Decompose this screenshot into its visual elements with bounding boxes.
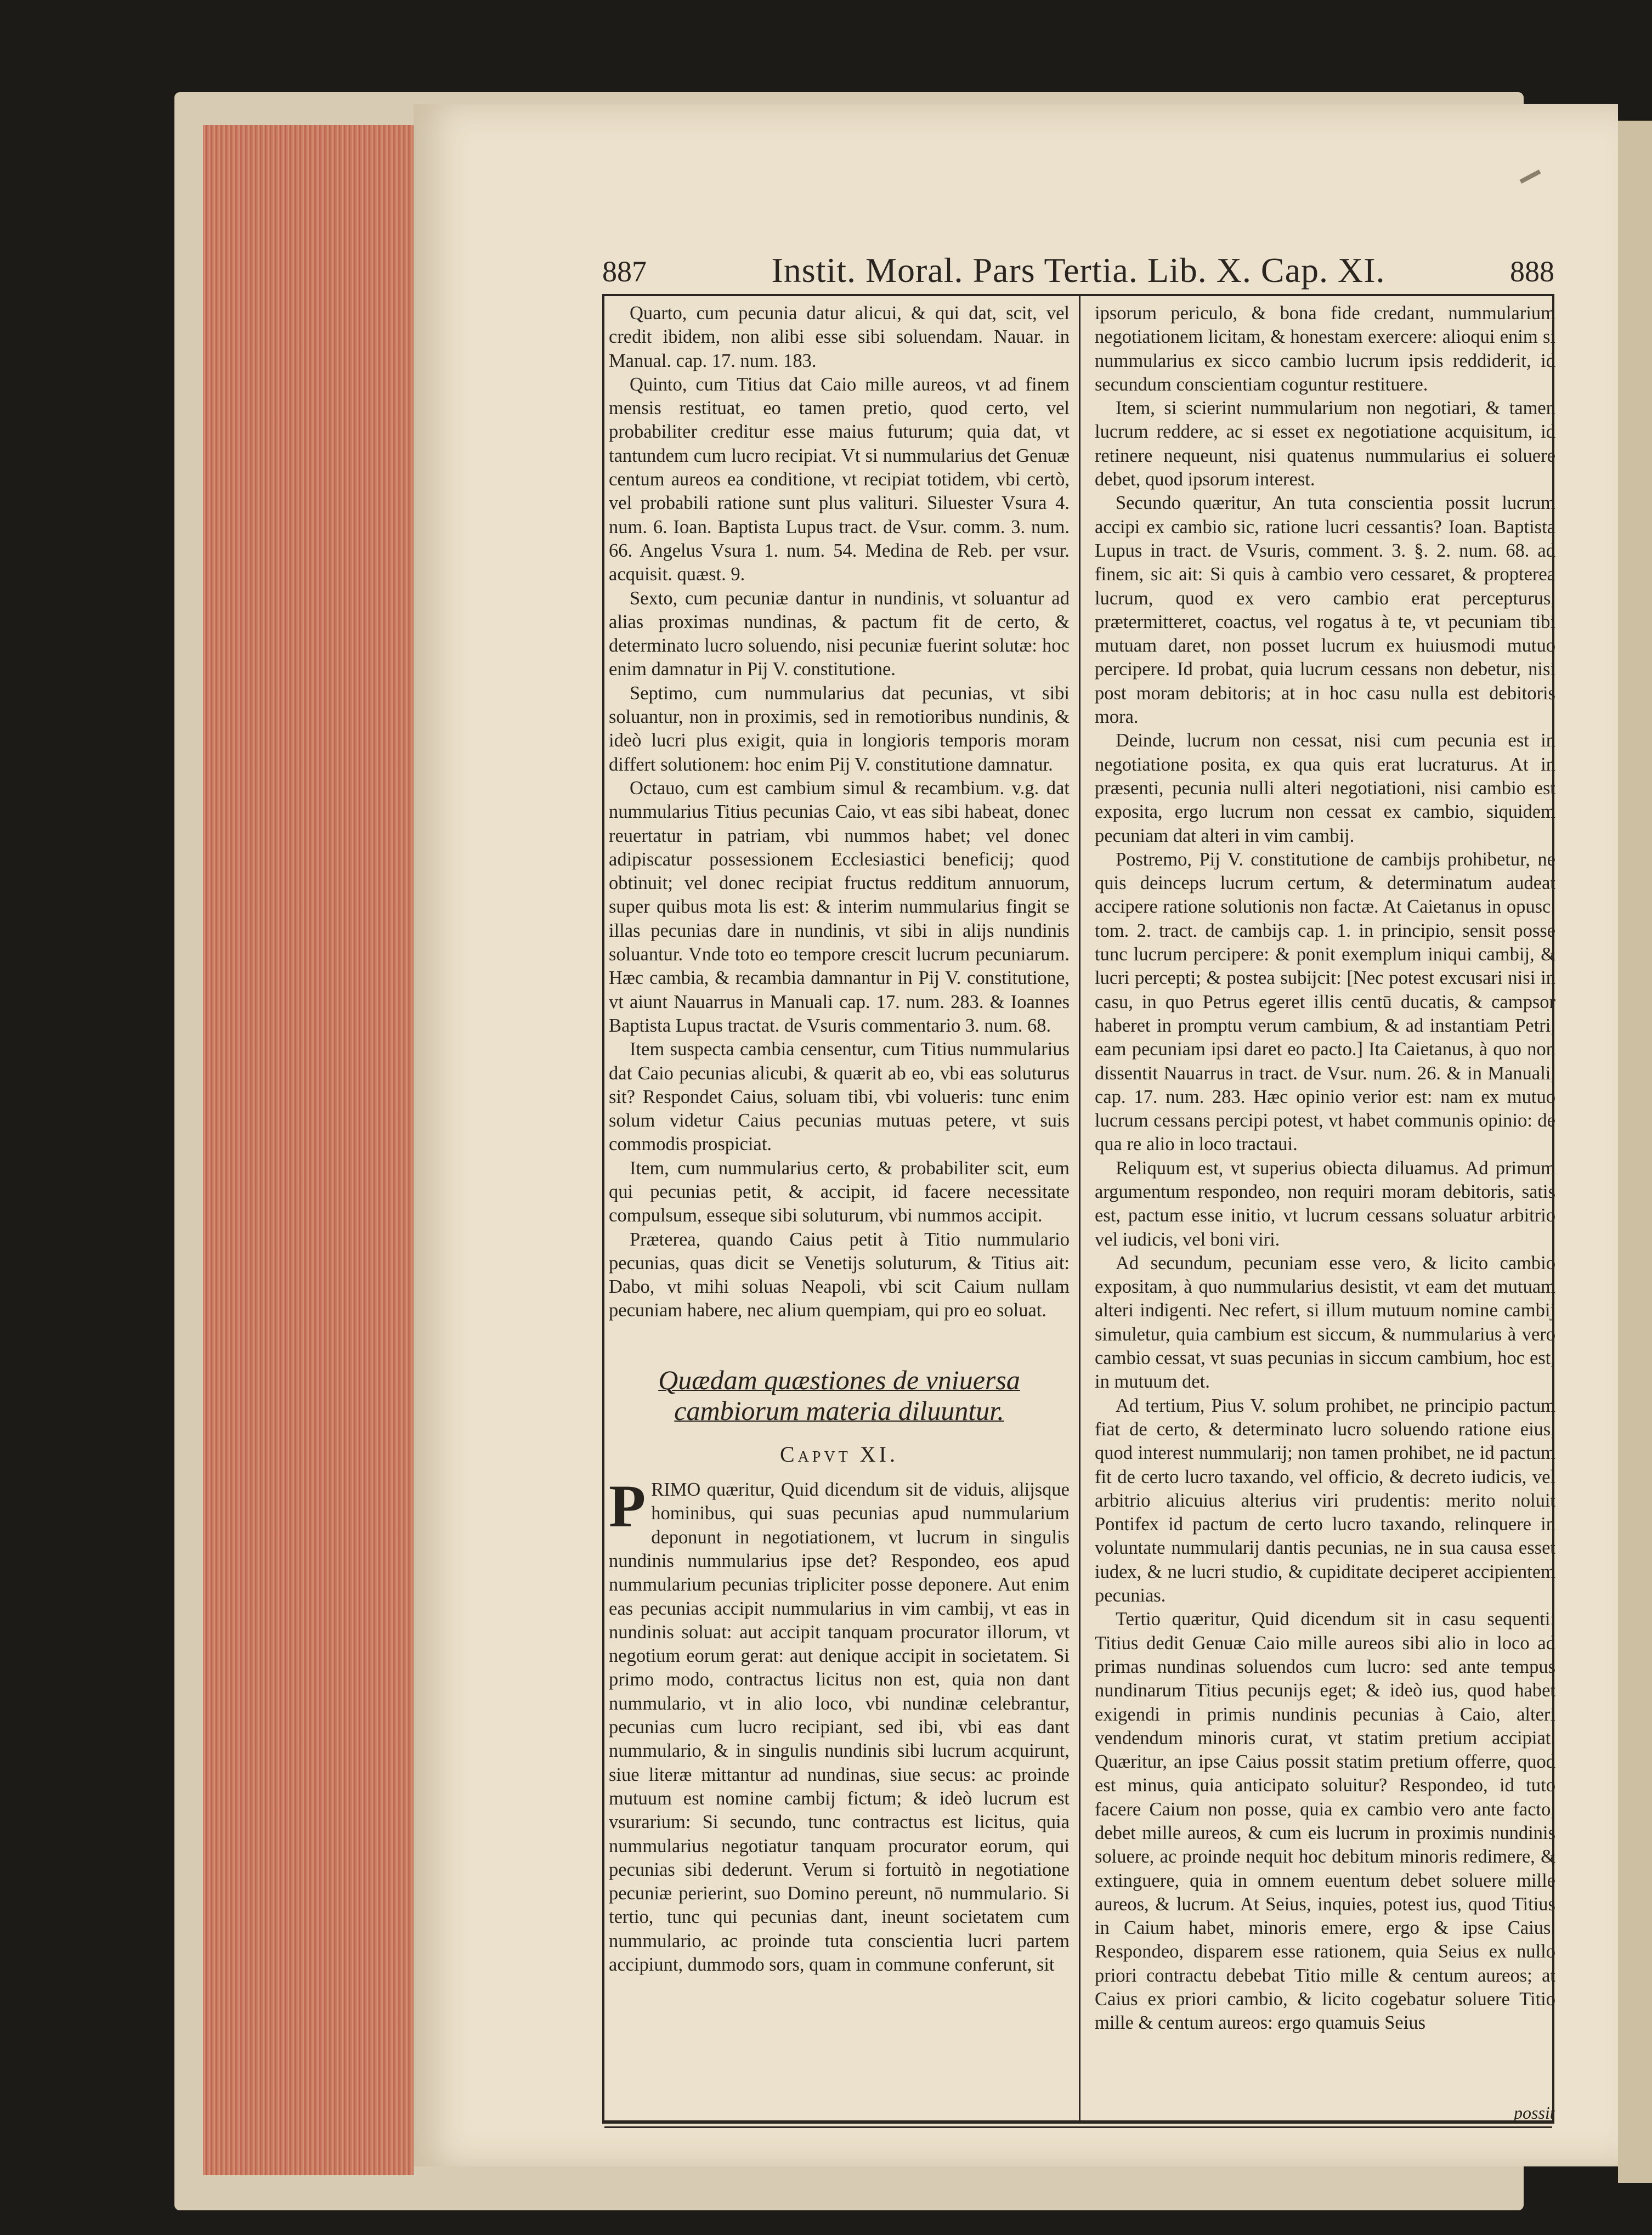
paragraph: Sexto, cum pecuniæ dantur in nundinis, vt soluantur ad alias proximas nundinas, & pactum fit de certo, & determinato lucro soluendo, nisi pecuniæ fuerint solutæ: hoc enim damnatur in Pij V. constitutione. <box>609 587 1070 680</box>
paragraph: Deinde, lucrum non cessat, nisi cum pecunia est in negotiatione posita, ex qua quis erat lucraturus. At in præsenti, pecunia nulli alteri negotiationi, nisi cambio est exposita, ergo lucrum non cessat ex cambio, siquidem pecuniam dat alteri in vim cambij. <box>1095 730 1555 846</box>
right-column <box>1095 302 1555 2117</box>
paragraph: Quarto, cum pecunia datur alicui, & qui dat, scit, vel credit ibidem, non alibi esse sibi soluendam. Nauar. in Manual. cap. 17. num. 183. <box>609 303 1070 371</box>
chapter-first-paragraph <box>609 1473 1070 1977</box>
left-column <box>609 302 1070 2117</box>
next-page-edge <box>1618 121 1652 2183</box>
paragraph: Octauo, cum est cambium simul & recambium. v.g. dat nummularius Titius pecunias Caio, vt eas sibi habeat, donec reuertatur in patriam, vbi nummos habet; vel donec adipiscatur possessionem Ecclesiastici beneficij; quod obtinuit; vel donec recipiat fructus redditum annuorum, super quibus mota lis est: & interim nummularius fingit se illas pecunias dare in nundinis, vt sibi in alijs nundinis soluantur. Vnde toto eo tempore crescit lucrum pecuniarum. Hæc cambia, & recambia damnantur in Pij V. constitutione, vt aiunt Nauarrus in Manuali cap. 17. num. 283. & Ioannes Baptista Lupus tractat. de Vsuris commentario 3. num. 68. <box>609 777 1070 1036</box>
column-rule <box>1079 294 1080 2120</box>
paragraph: Postremo, Pij V. constitutione de cambijs prohibetur, ne quis deinceps lucrum certum, & determinatum audeat accipere ratione solutionis non factæ. At Caietanus in opusc. tom. 2. tract. de cambijs cap. 1. in principio, sensit posse tunc lucrum percipere: & ponit exemplum iniqui cambij, & lucri percepti; & postea subijcit: [Nec potest excusari nisi in casu, in quo Petrus egeret illis centū ducatis, & campsor haberet in promptu verum cambium, & ad instantiam Petri, eam pecuniam ipsi daret eo pacto.] Ita Caietanus, à quo non dissentit Nauarrus in tract. de Vsur. num. 26. & in Manuali, cap. 17. num. 283. Hæc opinio verior est: nam ex mutuo lucrum cessans percipi potest, vt habet communis opinio: de qua re alio in loco tractaui. <box>1095 848 1555 1155</box>
paragraph: Item suspecta cambia censentur, cum Titius nummularius dat Caio pecunias alicubi, & quærit ab eo, vbi eas soluturus sit? Respondet Caius, soluam tibi, vbi volueris: tunc enim solum videtur Caius pecunias mutuas petere, vt suis commodis prospiciat. <box>609 1039 1070 1155</box>
section-heading <box>613 1365 1065 1426</box>
paragraph: Quinto, cum Titius dat Caio mille aureos, vt ad finem mensis restituat, eo tamen pretio, quod certo, vel probabiliter creditur esse maius futurum; quia dat, vt tantundem cum lucro recipiat. Vt si nummularius det Genuæ centum aureos ea conditione, vt recipiat totidem, vbi certò, vel probabili ratione sunt plus valituri. Siluester Vsura 4. num. 6. Ioan. Baptista Lupus tract. de Vsur. comm. 3. num. 66. Angelus Vsura 1. num. 54. Medina de Reb. per vsur. acquisit. quæst. 9. <box>609 374 1070 585</box>
paragraph: Item, si scierint nummularium non negotiari, & tamen lucrum reddere, ac si esset ex negotiatione acquisitum, id retinere nequeunt, nisi quatenus nummularius ei soluere debet, quod ipsorum interest. <box>1095 398 1555 490</box>
section-heading-text: Quædam quæstiones de vniuersa cambiorum materia diluuntur. <box>658 1364 1020 1426</box>
chapter-label: Capvt XI. <box>779 1441 898 1467</box>
drop-cap: P <box>609 1473 646 1540</box>
paragraph: ipsorum periculo, & bona fide credant, nummularium negotiationem licitam, & honestam exercere: alioqui enim si nummularius ex sicco cambio lucrum ipsis reddiderit, id secundum conscientiam coguntur restituere. <box>1095 303 1555 395</box>
catchword: possit <box>1514 2103 1555 2123</box>
chapter-first-paragraph-text: RIMO quæritur, Quid dicendum sit de viduis, alijsque hominibus, qui suas pecunias apud nummularium deponunt in negotiationem, vt lucrum in singulis nundinis nummularius ipse det? Respondeo, eos apud nummularium pecunias tripliciter posse deponere. Aut enim eas pecunias accipit nummularius in vim cambij, vt eas in nundinis soluat: aut accipit tanquam procurator illorum, vt negotium eorum gerat: aut denique accipit in societatem. Si primo modo, contractus licitus non est, quia non dant nummulario, vt in alio loco, vbi nundinæ celebrantur, pecunias cum lucro recipiant, sed ibi, vbi eas dant nummulario, & in singulis nundinis sibi lucrum acquirunt, siue literæ mittantur ad nundinas, siue secus: ac proinde mutuum est nomine cambij fictum; & ideò lucrum est vsurarium: Si secundo, tunc contractus est licitus, quia nummularius negotiatur tanquam procurator eorum, qui pecunias sibi dederunt. Verum si fortuitò in negotiatione pecuniæ perierint, suo Domino pereunt, nō nummulario. Si tertio, tunc qui pecunias dant, ineunt societatem cum nummulario, ac proinde tuta conscientia lucri partem accipiunt, dummodo sors, quam in commune conferunt, sit <box>609 1479 1070 1975</box>
running-title: Instit. Moral. Pars Tertia. Lib. X. Cap. XI. <box>771 251 1385 290</box>
running-head <box>602 250 1554 296</box>
paragraph: Secundo quæritur, An tuta conscientia possit lucrum accipi ex cambio sic, ratione lucri cessantis? Ioan. Baptista Lupus in tract. de Vsuris, comment. 3. §. 2. num. 68. ad finem, sic ait: Si quis à cambio vero cessaret, & propterea lucrum, quod ex vero cambio erat percepturus, prætermitteret, coactus, vel rogatus à te, vt pecuniam tibi mutuam daret, non posset lucrum ex huiusmodi mutuo percipere. Id probat, quia lucrum cessans non debetur, nisi post moram debitoris; at in hoc casu nulla est debitoris mora. <box>1095 493 1555 728</box>
paragraph: Septimo, cum nummularius dat pecunias, vt sibi soluantur, non in proximis, sed in remotioribus nundinis, & ideò lucri plus exigit, quia in longioris temporis moram differt solutionem: hoc enim Pij V. constitutione damnatur. <box>609 682 1070 775</box>
paragraph: Præterea, quando Caius petit à Titio nummulario pecunias, quas dicit se Venetijs soluturum, & Titius ait: Dabo, vt mihi soluas Neapoli, vbi scit Caium nullam pecuniam habere, nec alium quempiam, qui pro eo soluat. <box>609 1229 1070 1321</box>
page-edges <box>203 125 414 2175</box>
paragraph: Ad secundum, pecuniam esse vero, & licito cambio expositam, à quo nummularius desistit, vt eam det mutuam alteri indigenti. Nec refert, si illum mutuum nomine cambij simuletur, quia cambium est siccum, & nummularius à vero cambio cessat, vt suas pecunias in siccum cambium, hoc est, in mutuum det. <box>1095 1252 1555 1393</box>
page-number-right: 888 <box>1510 255 1554 288</box>
paragraph: Tertio quæritur, Quid dicendum sit in casu sequenti: Titius dedit Genuæ Caio mille aureos sibi alio in loco ad primas nundinas soluendos cum lucro: sed ante tempus nundinarum Titius pecunijs eget; & ideò ius, quod habet exigendi in primis nundinis pecunias à Caio, alteri vendendum minoris curat, vt statim pretium accipiat. Quæritur, an ipse Caius possit statim pretium offerre, quod est minus, quia anticipato soluitur? Respondeo, id tuto facere Caium non posse, quia ex cambio vero ante facto, debet mille aureos, & cum eis lucrum in proximis nundinis soluere, ac proinde nequit hoc debitum minoris redimere, & extinguere, quia in omnem euentum debet soluere mille aureos, & lucrum. At Seius, inquies, potest ius, quod Titius in Caium habet, minoris emere, ergo & ipse Caius. Respondeo, disparem esse rationem, quia Seius ex nullo priori contractu debebat Titio mille & centum aureos; at Caius ex priori cambio, & licito cogebatur soluere Titio mille & centum aureos: ergo quamuis Seius <box>1095 1609 1555 2034</box>
page-number-left: 887 <box>602 255 647 288</box>
paragraph: Reliquum est, vt superius obiecta diluamus. Ad primum argumentum respondeo, non requiri moram debitoris, satis est, pactum esse initio, vt lucrum cessans soluatur arbitrio vel iudicis, vel boni viri. <box>1095 1157 1555 1250</box>
paragraph: Ad tertium, Pius V. solum prohibet, ne principio pactum fiat de certo, & determinato lucro soluendo ratione eius, quod interest nummularij; non tamen prohibet, ne id pactum fit de certo lucro taxando, vel officio, & decreto iudicis, vel arbitrio alicuius alterius viri prudentis: merito noluit Pontifex id pactum de certo lucro taxando, relinquere in voluntate nummularij dantis pecunias, ne in sua causa esset iudex, & ne lucri studio, & cupiditate deciperet accipientem pecunias. <box>1095 1395 1555 1606</box>
paragraph: Item, cum nummularius certo, & probabiliter scit, eum qui pecunias petit, & accipit, id facere necessitate compulsum, esseque sibi soluturum, vbi nummos accipit. <box>609 1157 1070 1226</box>
